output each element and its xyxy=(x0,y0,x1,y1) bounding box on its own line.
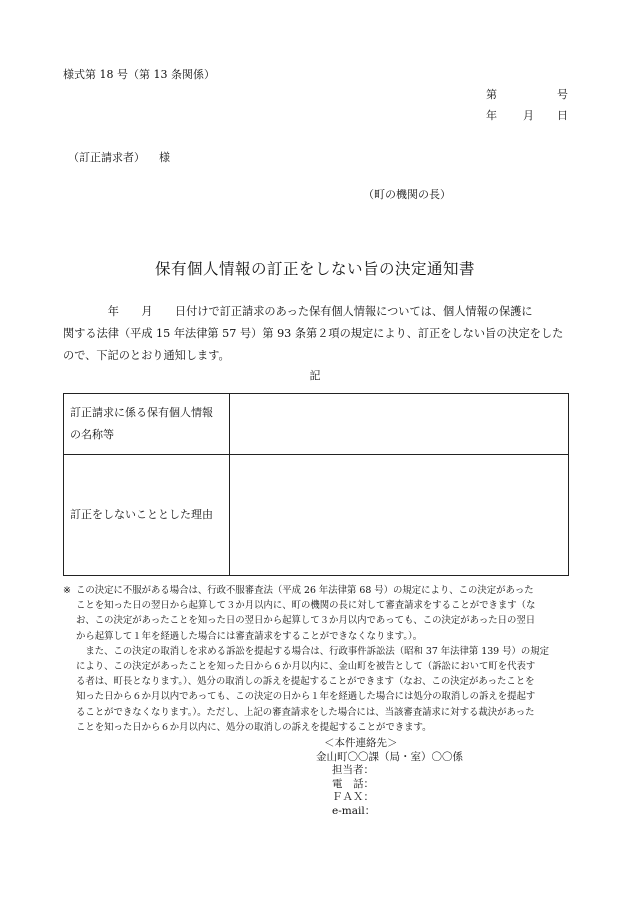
row1-value xyxy=(230,394,569,455)
recipient-label: （訂正請求者） xyxy=(68,151,145,164)
document-number-prefix: 第 xyxy=(486,88,497,101)
note-line: 知った日から６か月以内であっても、この決定の日から１年を経過した場合には処分の取消しの訴えを提起す xyxy=(76,691,536,703)
note-line: ることができなくなります。）。ただし、上記の審査請求をした場合には、当該審査請求に対する裁決があった xyxy=(76,706,535,718)
row1-label xyxy=(64,394,230,455)
note-line: から起算して１年を経過した場合には審査請求をすることができなくなります。）。 xyxy=(76,630,423,642)
document-number-suffix: 号 xyxy=(557,88,568,101)
contact-heading: ＜本件連絡先＞ xyxy=(324,737,398,749)
note-line: この決定に不服がある場合は、行政不服審査法（平成 26 年法律第 68 号）の規定により、この決定があった xyxy=(76,585,534,596)
row1-label-line: 訂正請求に係る保有個人情報 xyxy=(70,406,213,419)
note-line: お、この決定があったことを知った日の翌日から起算して３か月以内であっても、この決定があった日の翌日 xyxy=(76,615,536,627)
body-line: ので、下記のとおり通知します。 xyxy=(63,349,230,362)
note-line: る者は、町長となります。）、処分の取消しの訴えを提起することができます（なお、この決定があったことを xyxy=(76,676,535,688)
table-row xyxy=(64,455,569,576)
table-row xyxy=(64,394,569,455)
date-year: 年 xyxy=(486,109,497,122)
recipient-honorific: 様 xyxy=(159,151,170,164)
note-line: ことを知った日の翌日から起算して３か月以内に、町の機関の長に対して審査請求をすることができます（な xyxy=(76,600,536,612)
body-paragraph xyxy=(63,301,573,367)
detail-table xyxy=(63,393,569,576)
date-month: 月 xyxy=(523,109,534,122)
note-line: ことを知った日から６か月以内に、処分の取消しの訴えを提起することができます。 xyxy=(76,721,432,733)
contact-department: 金山町〇〇課（局・室）〇〇係 xyxy=(316,750,463,763)
contact-block xyxy=(316,737,463,819)
recipient xyxy=(68,149,170,165)
contact-fax: ＦＡＸ： xyxy=(332,791,374,804)
date-day: 日 xyxy=(557,109,568,122)
notes xyxy=(63,583,575,735)
body-line: 関する法律（平成 15 年法律第 57 号）第 93 条第２項の規定により、訂正をしない旨の決定をした xyxy=(63,327,564,340)
note-line: により、この決定があったことを知った日から６か月以内に、金山町を被告として（訴訟において町を代表す xyxy=(76,661,536,673)
note-mark: ※ xyxy=(63,585,71,596)
body-line: 年 月 日付けで訂正請求のあった保有個人情報については、個人情報の保護に xyxy=(63,305,533,318)
note-line: また、この決定の取消しを求める訴訟を提起する場合は、行政事件訴訟法（昭和 37 年法律第 139 号）の規定 xyxy=(76,645,549,657)
contact-phone: 電 話： xyxy=(332,777,374,790)
row2-value xyxy=(230,455,569,576)
issuer: （町の機関の長） xyxy=(363,188,451,201)
page-title: 保有個人情報の訂正をしない旨の決定通知書 xyxy=(154,260,475,278)
row1-label-line: の名称等 xyxy=(70,428,114,441)
contact-email: e-mail： xyxy=(332,804,376,817)
row2-label: 訂正をしないこととした理由 xyxy=(64,455,230,576)
form-number: 様式第 18 号（第 13 条関係） xyxy=(63,68,215,81)
contact-person: 担当者： xyxy=(332,764,374,777)
ki-heading: 記 xyxy=(309,369,321,382)
